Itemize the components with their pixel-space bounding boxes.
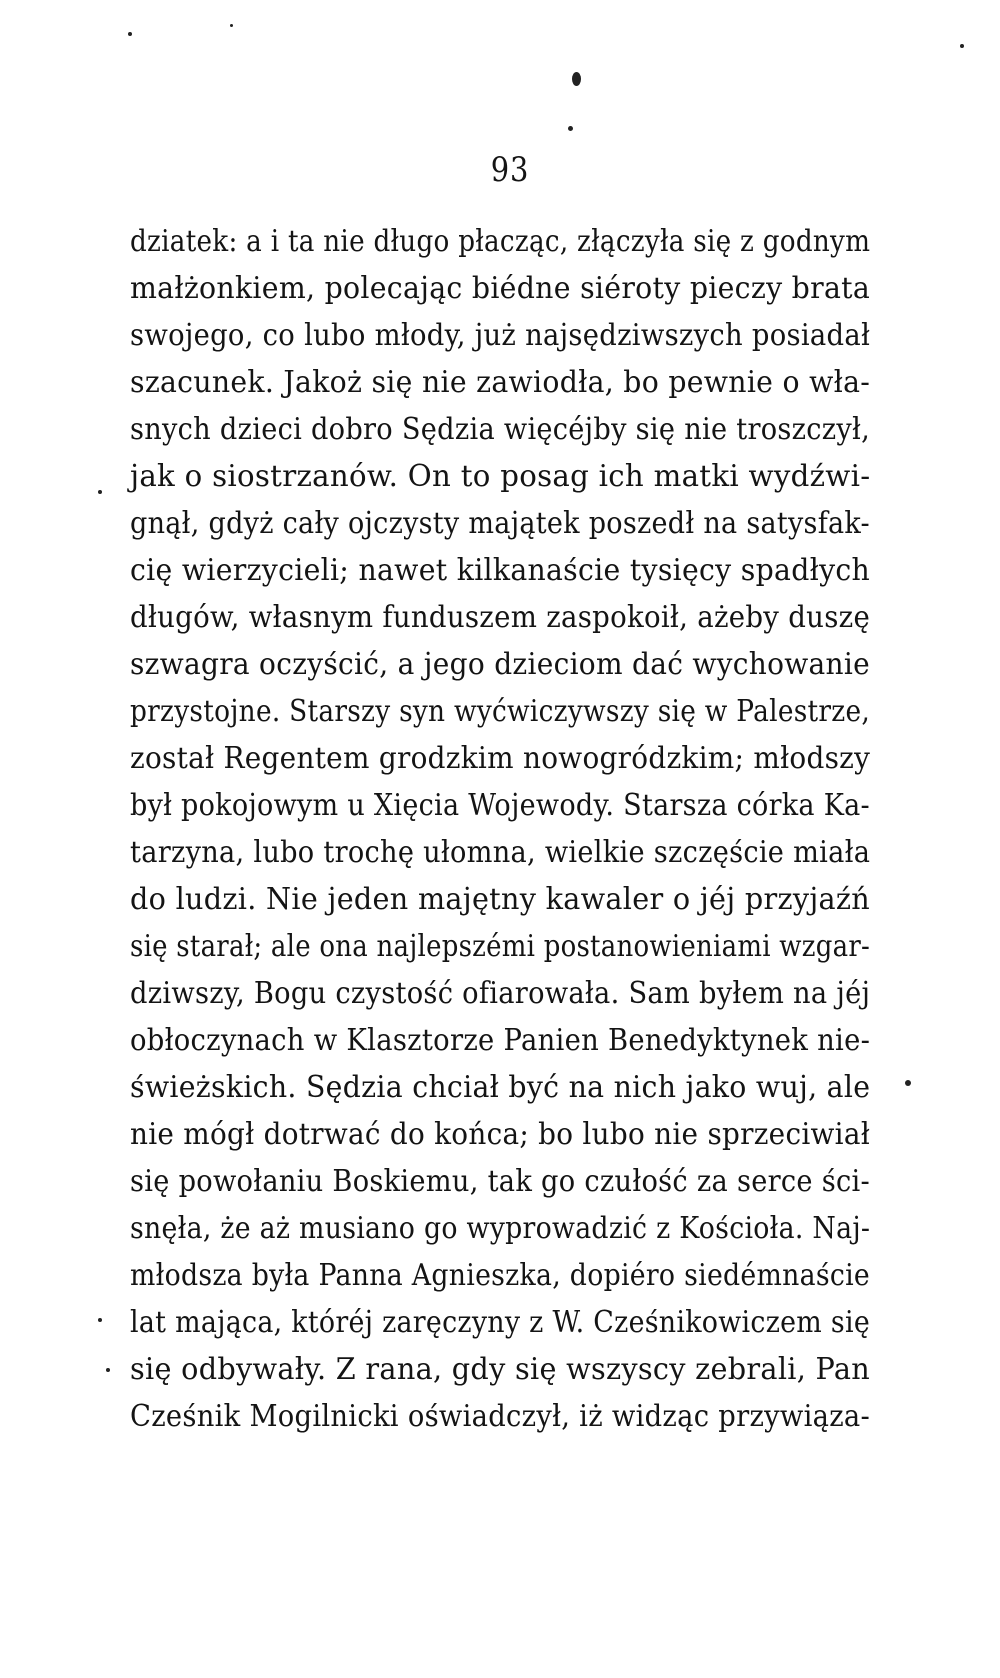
- scan-speck: [572, 72, 581, 86]
- text-line-split: [130, 359, 870, 406]
- scan-speck: [106, 1368, 110, 1372]
- text-line: lat mająca, któréj zaręczyny z W. Cześnikowiczem się: [130, 1305, 871, 1340]
- scan-speck: [128, 32, 132, 36]
- text-line: dziwszy, Bogu czystość ofiarowała. Sam byłem na jéj: [130, 976, 871, 1011]
- text-line: się powołaniu Boskiemu, tak go czułość za serce ści-: [130, 1164, 871, 1199]
- text-line: tarzyna, lubo trochę ułomna, wielkie szczęście miała: [130, 835, 871, 870]
- text-line-part: szacunek. Jakoż się nie zawiodła, bo pewnie o wła-: [130, 365, 871, 400]
- text-line: snęła, że aż musiano go wyprowadzić z Kościoła. Naj-: [130, 1211, 871, 1246]
- text-line: przystojne. Starszy syn wyćwiczywszy się w Palestrze,: [130, 694, 870, 729]
- text-line: Cześnik Mogilnicki oświadczył, iż widząc przywiąza-: [130, 1399, 871, 1434]
- text-line: do ludzi. Nie jeden majętny kawaler o jéj przyjaźń: [130, 882, 870, 917]
- text-line-split: [130, 406, 870, 453]
- text-line: dziatek: a i ta nie długo płacząc, złączyła się z godnym: [130, 224, 871, 259]
- text-line: długów, własnym funduszem zaspokoił, ażeby duszę: [130, 600, 871, 635]
- scan-speck: [960, 44, 964, 48]
- scan-speck: [98, 1318, 102, 1322]
- text-line: się odbywały. Z rana, gdy się wszyscy zebrali, Pan: [130, 1352, 871, 1387]
- page-number: 93: [490, 150, 530, 190]
- text-line: swojego, co lubo młody, już najsędziwszych posiadał: [130, 318, 871, 353]
- scan-speck: [568, 126, 573, 131]
- scan-speck: [905, 1080, 911, 1086]
- text-line: gnął, gdyż cały ojczysty majątek poszedł na satysfak-: [130, 506, 870, 541]
- text-line: świeżskich. Sędzia chciał być na nich jako wuj, ale: [130, 1070, 871, 1105]
- text-line: został Regentem grodzkim nowogródzkim; młodszy: [130, 741, 871, 776]
- text-line: młodsza była Panna Agnieszka, dopiéro siedémnaście: [130, 1258, 871, 1293]
- body-text: [130, 218, 870, 1440]
- text-line: jak o siostrzanów. On to posag ich matki wydźwi-: [130, 459, 871, 494]
- text-line: małżonkiem, polecając biédne siéroty pieczy brata: [130, 271, 871, 306]
- scan-speck: [98, 490, 102, 494]
- scan-speck: [230, 24, 233, 27]
- text-line: obłoczynach w Klasztorze Panien Benedyktynek nie-: [130, 1023, 871, 1058]
- text-line: nie mógł dotrwać do końca; bo lubo nie sprzeciwiał: [130, 1117, 871, 1152]
- text-line: się starał; ale ona najlepszémi postanowieniami wzgar-: [130, 929, 871, 964]
- text-line: cię wierzycieli; nawet kilkanaście tysięcy spadłych: [130, 553, 871, 588]
- text-line: szwagra oczyścić, a jego dzieciom dać wychowanie: [130, 647, 870, 682]
- text-line-part: snych dzieci dobro Sędzia więcéjby się nie troszczył,: [130, 412, 871, 447]
- text-line: był pokojowym u Xięcia Wojewody. Starsza córka Ka-: [130, 788, 870, 823]
